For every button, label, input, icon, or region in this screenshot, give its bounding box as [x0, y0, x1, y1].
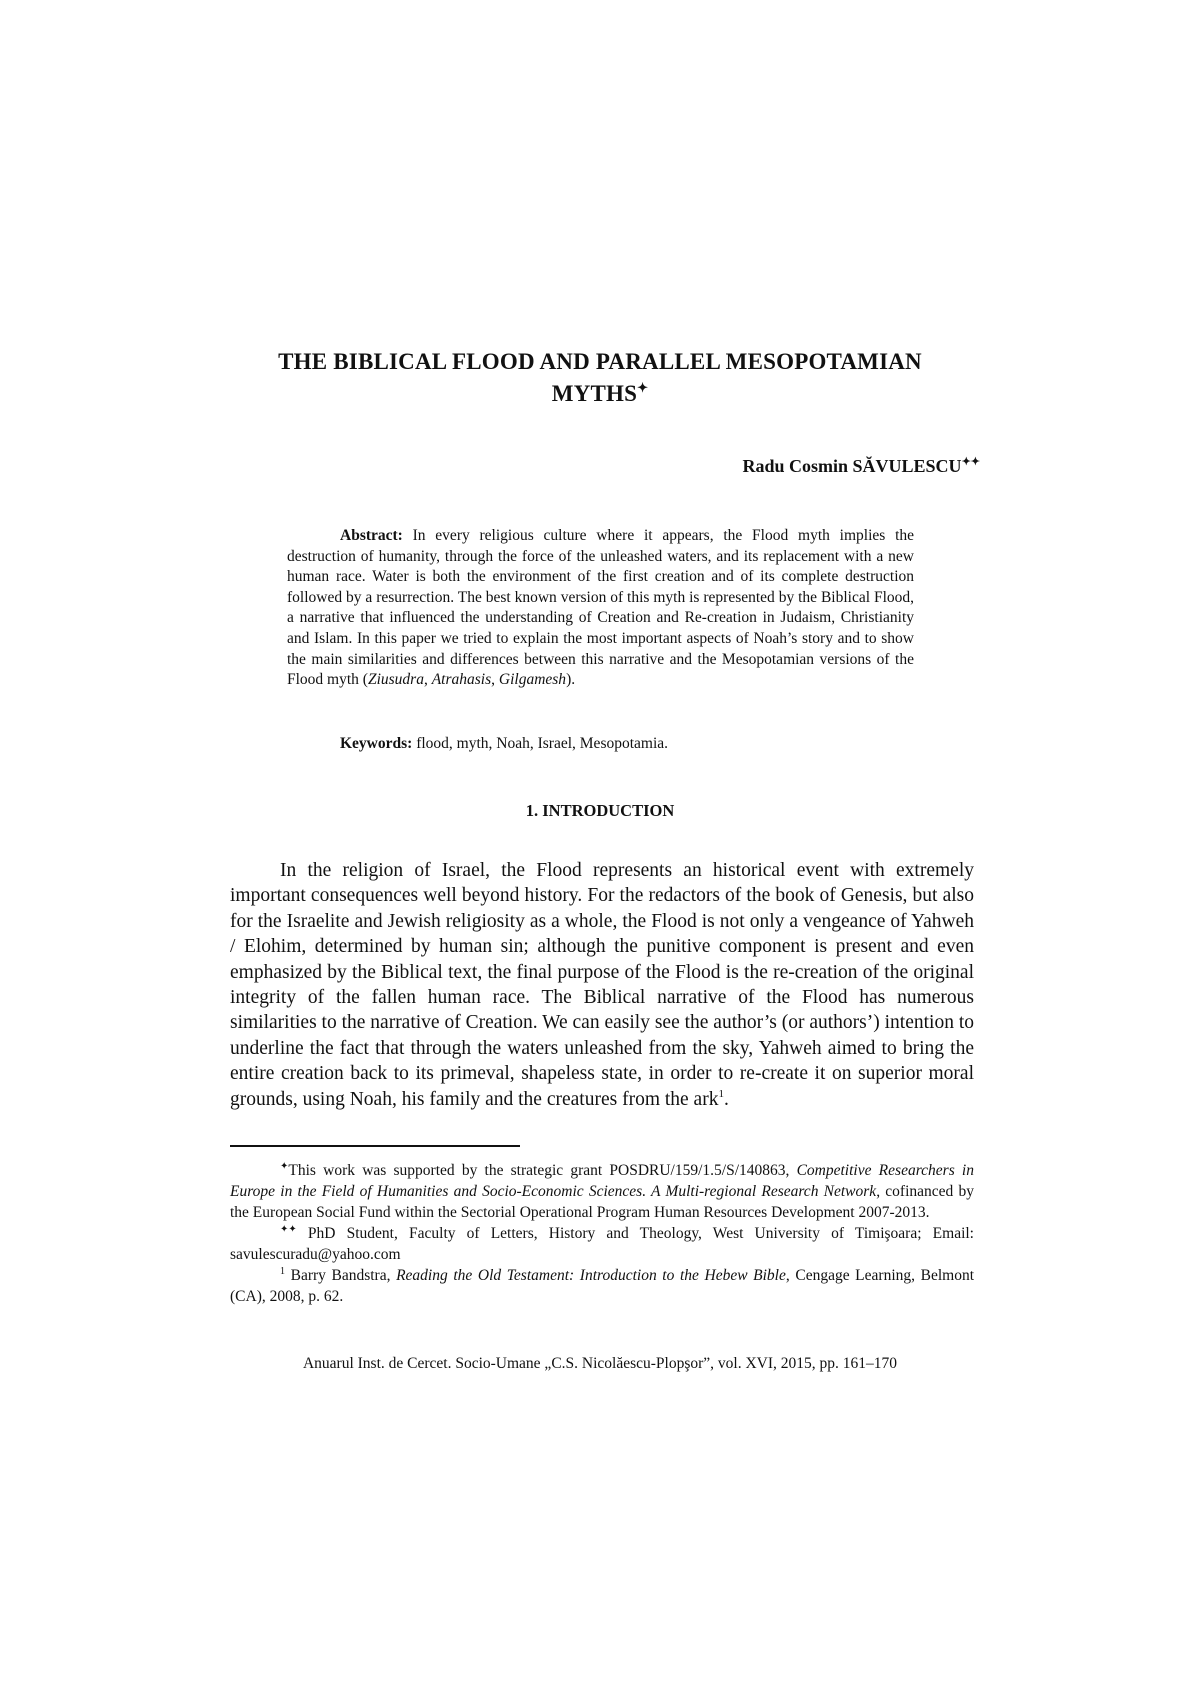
keywords-label: Keywords: [340, 735, 413, 752]
abstract-label: Abstract: [340, 527, 403, 544]
keywords [287, 733, 914, 754]
footnote-3-text-end: , Cengage Learning, Belmont (CA), 2008, p. 62. [230, 1267, 974, 1305]
footnote-2 [230, 1223, 974, 1265]
footnote-1-italic: Competitive Researchers in Europe in the Field of Humanities and Socio-Economic Sciences. A Multi-regional Research Network [230, 1162, 974, 1200]
footnotes [230, 1160, 974, 1307]
footnote-reference[interactable]: 1 [718, 1087, 724, 1100]
footnote-3-text: Barry Bandstra, [285, 1267, 397, 1284]
abstract-italic-ziusudra: Ziusudra [367, 671, 424, 689]
footnote-1 [230, 1160, 974, 1223]
footnote-1-text: This work was supported by the strategic grant POSDRU/159/1.5/S/140863, [288, 1162, 797, 1179]
section-heading: 1. INTRODUCTION [525, 801, 675, 820]
footnote-3 [230, 1265, 974, 1307]
footnote-3-mark: 1 [280, 1266, 285, 1277]
footnote-3-italic: Reading the Old Testament: Introduction to the Hebew Bible [396, 1267, 786, 1284]
abstract-separator: , [423, 671, 432, 689]
footnote-1-mark: ✦ [280, 1161, 289, 1172]
footnote-2-mark: ✦✦ [280, 1224, 297, 1235]
title-line-2: MYTHS [551, 381, 638, 406]
abstract-text: In every religious culture where it appears, the Flood myth implies the destruction of humanity, through the force of the unleashed waters, and its replacement with a new human race. Water is both the environment of the first creation and of its complete destruction followed by a resurrection. The best known version of this myth is represented by the Biblical Flood, a narrative that influenced the understanding of Creation and Re-creation in Judaism, Christianity and Islam. In this paper we tried to explain the most important aspects of Noah’s story and to show the main similarities and differences between this narrative and the Mesopotamian versions of the Flood myth ( [287, 527, 914, 689]
author-name: Radu Cosmin SĂVULESCU [742, 456, 962, 476]
paper-title [200, 346, 1000, 410]
footnote-divider [230, 1145, 520, 1147]
author-footnote-mark: ✦✦ [961, 456, 980, 468]
footnote-2-text: PhD Student, Faculty of Letters, History and Theology, West University of Timişoara; Email: savulescuradu@yahoo.com [230, 1225, 974, 1263]
body-paragraph [230, 858, 974, 1112]
body-paragraph-text: In the religion of Israel, the Flood represents an historical event with extremely important consequences well beyond history. For the redactors of the book of Genesis, but also for the Israelite and Jewish religiosity as a whole, the Flood is not only a vengeance of Yahweh / Elohim, determined by human sin; although the punitive component is present and even emphasized by the Biblical text, the final purpose of the Flood is the re-creation of the original integrity of the fallen human race. The Biblical narrative of the Flood has numerous similarities to the narrative of Creation. We can easily see the author’s (or authors’) intention to underline the fact that through the waters unleashed from the sky, Yahweh aimed to bring the entire creation back to its primeval, shapeless state, in order to re-create it on superior moral grounds, using Noah, his family and the creatures from the ark [230, 860, 974, 1110]
abstract-end: ). [566, 671, 576, 689]
title-line-1: THE BIBLICAL FLOOD AND PARALLEL MESOPOTAMIAN [278, 349, 922, 374]
footnote-1-text-end: , cofinanced by the European Social Fund within the Sectorial Operational Program Human Resources Development 2007-2013. [230, 1183, 974, 1221]
keywords-text: flood, myth, Noah, Israel, Mesopotamia. [412, 735, 669, 752]
author-line [743, 454, 981, 478]
title-footnote-mark: ✦ [637, 380, 649, 395]
abstract-italic-atrahasis: Atrahasis [431, 671, 492, 689]
abstract [287, 526, 914, 691]
abstract-italic-gilgamesh: Gilgamesh [498, 671, 567, 689]
body-paragraph-end: . [723, 1088, 729, 1110]
journal-footer: Anuarul Inst. de Cercet. Socio-Umane „C.S. Nicolăescu-Plopşor”, vol. XVI, 2015, pp. 161–170 [302, 1355, 898, 1372]
abstract-separator: , [491, 671, 499, 689]
